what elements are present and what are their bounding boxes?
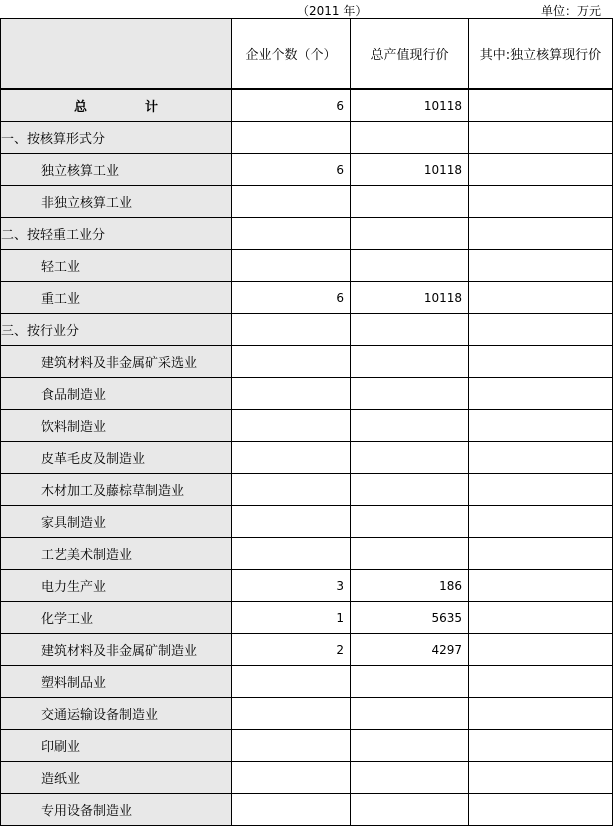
table-row xyxy=(1,474,613,506)
row-value xyxy=(351,506,469,538)
row-independent xyxy=(469,602,613,634)
row-label: 轻工业 xyxy=(1,250,232,282)
header-value: 总产值现行价 xyxy=(351,19,469,90)
table-row xyxy=(1,410,613,442)
table-row xyxy=(1,442,613,474)
row-label: 电力生产业 xyxy=(1,570,232,602)
row-value: 5635 xyxy=(351,602,469,634)
row-value xyxy=(351,442,469,474)
table-unit-caption: 单位：万元 xyxy=(540,4,601,18)
row-independent xyxy=(469,346,613,378)
table-row xyxy=(1,538,613,570)
total-label xyxy=(1,89,232,122)
row-value xyxy=(351,314,469,346)
table-row xyxy=(1,282,613,314)
row-independent xyxy=(469,314,613,346)
row-label: 食品制造业 xyxy=(1,378,232,410)
table-row xyxy=(1,218,613,250)
row-label: 塑料制品业 xyxy=(1,666,232,698)
row-independent xyxy=(469,794,613,826)
row-independent xyxy=(469,250,613,282)
total-label-a: 总 xyxy=(73,100,87,115)
row-independent xyxy=(469,122,613,154)
row-value xyxy=(351,698,469,730)
table-row xyxy=(1,186,613,218)
row-count xyxy=(232,698,351,730)
row-independent xyxy=(469,154,613,186)
row-count xyxy=(232,378,351,410)
row-label: 建筑材料及非金属矿制造业 xyxy=(1,634,232,666)
row-count xyxy=(232,218,351,250)
row-independent xyxy=(469,762,613,794)
table-row xyxy=(1,794,613,826)
row-count xyxy=(232,346,351,378)
row-independent xyxy=(469,730,613,762)
row-value: 10118 xyxy=(351,282,469,314)
table-year-caption: （2011 年） xyxy=(297,4,368,18)
row-independent xyxy=(469,378,613,410)
row-count xyxy=(232,250,351,282)
statistics-table xyxy=(0,18,613,826)
table-row xyxy=(1,506,613,538)
row-count xyxy=(232,794,351,826)
row-label: 非独立核算工业 xyxy=(1,186,232,218)
row-value: 4297 xyxy=(351,634,469,666)
row-count xyxy=(232,410,351,442)
row-label: 独立核算工业 xyxy=(1,154,232,186)
row-label: 皮革毛皮及制造业 xyxy=(1,442,232,474)
table-row xyxy=(1,570,613,602)
row-value xyxy=(351,762,469,794)
row-independent xyxy=(469,474,613,506)
row-value: 10118 xyxy=(351,154,469,186)
row-value xyxy=(351,474,469,506)
row-count xyxy=(232,442,351,474)
row-independent xyxy=(469,218,613,250)
row-value xyxy=(351,250,469,282)
row-label: 交通运输设备制造业 xyxy=(1,698,232,730)
row-count xyxy=(232,314,351,346)
row-count xyxy=(232,730,351,762)
row-value xyxy=(351,666,469,698)
row-label: 建筑材料及非金属矿采选业 xyxy=(1,346,232,378)
row-independent xyxy=(469,698,613,730)
row-independent xyxy=(469,282,613,314)
row-count: 2 xyxy=(232,634,351,666)
row-count xyxy=(232,666,351,698)
header-independent: 其中:独立核算现行价 xyxy=(469,19,613,90)
table-row xyxy=(1,346,613,378)
table-row xyxy=(1,154,613,186)
row-value xyxy=(351,378,469,410)
row-value xyxy=(351,730,469,762)
header-count: 企业个数（个） xyxy=(232,19,351,90)
row-independent xyxy=(469,506,613,538)
row-label: 化学工业 xyxy=(1,602,232,634)
table-row xyxy=(1,634,613,666)
row-independent xyxy=(469,186,613,218)
row-value xyxy=(351,186,469,218)
table-row xyxy=(1,762,613,794)
table-row xyxy=(1,730,613,762)
row-count: 6 xyxy=(232,154,351,186)
row-value xyxy=(351,346,469,378)
row-label: 重工业 xyxy=(1,282,232,314)
row-count: 1 xyxy=(232,602,351,634)
row-count xyxy=(232,186,351,218)
row-count xyxy=(232,506,351,538)
row-independent xyxy=(469,410,613,442)
row-label: 印刷业 xyxy=(1,730,232,762)
row-label: 家具制造业 xyxy=(1,506,232,538)
table-header-row xyxy=(1,19,613,90)
row-label: 一、按核算形式分 xyxy=(1,122,232,154)
header-label-cell xyxy=(1,19,232,90)
table-row xyxy=(1,698,613,730)
table-row xyxy=(1,602,613,634)
table-row xyxy=(1,666,613,698)
total-value: 10118 xyxy=(351,89,469,122)
row-value xyxy=(351,538,469,570)
table-row xyxy=(1,122,613,154)
row-value xyxy=(351,218,469,250)
row-independent xyxy=(469,538,613,570)
row-value xyxy=(351,794,469,826)
total-label-b: 计 xyxy=(145,100,159,115)
row-independent xyxy=(469,634,613,666)
row-count xyxy=(232,122,351,154)
row-label: 专用设备制造业 xyxy=(1,794,232,826)
table-row xyxy=(1,314,613,346)
row-independent xyxy=(469,442,613,474)
row-value xyxy=(351,122,469,154)
table-row xyxy=(1,250,613,282)
row-count xyxy=(232,762,351,794)
row-label: 工艺美术制造业 xyxy=(1,538,232,570)
row-value xyxy=(351,410,469,442)
row-independent xyxy=(469,570,613,602)
row-label: 二、按轻重工业分 xyxy=(1,218,232,250)
total-count: 6 xyxy=(232,89,351,122)
total-row xyxy=(1,89,613,122)
row-count: 6 xyxy=(232,282,351,314)
row-label: 三、按行业分 xyxy=(1,314,232,346)
total-independent xyxy=(469,89,613,122)
row-label: 饮料制造业 xyxy=(1,410,232,442)
row-label: 造纸业 xyxy=(1,762,232,794)
row-count xyxy=(232,474,351,506)
table-row xyxy=(1,378,613,410)
row-value: 186 xyxy=(351,570,469,602)
row-independent xyxy=(469,666,613,698)
row-count xyxy=(232,538,351,570)
row-label: 木材加工及藤棕草制造业 xyxy=(1,474,232,506)
row-count: 3 xyxy=(232,570,351,602)
